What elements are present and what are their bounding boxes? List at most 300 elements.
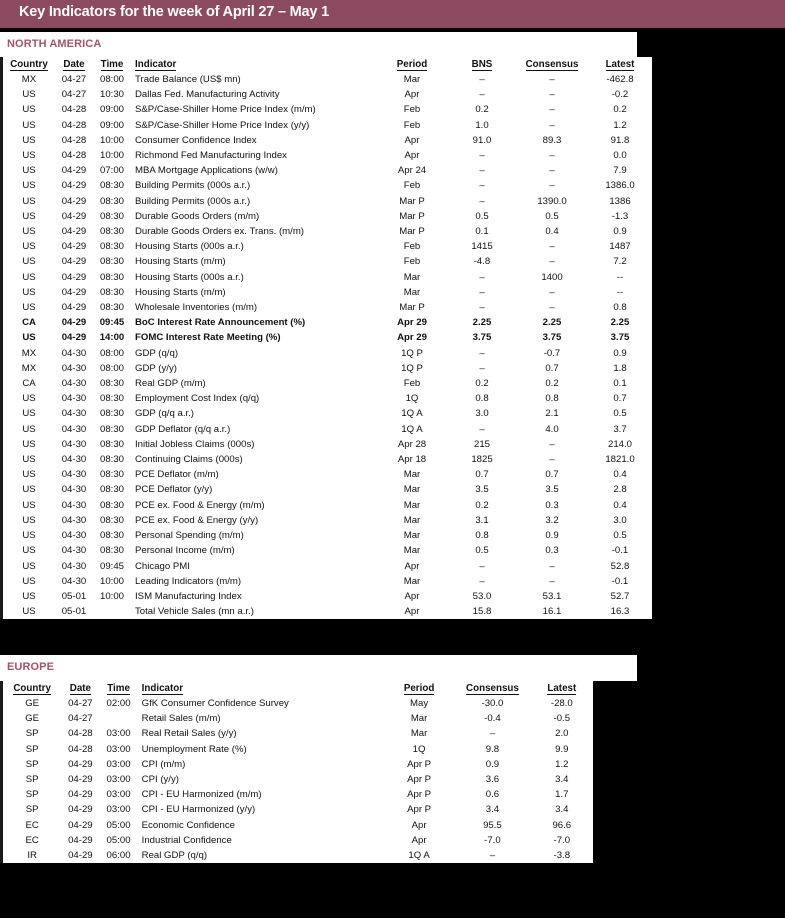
cell-date: 04-30 (61, 545, 87, 557)
cell-latest: 0.5 (613, 408, 627, 420)
cell-country: US (22, 134, 36, 146)
cell-consensus: – (549, 575, 555, 587)
table-row (3, 528, 652, 543)
cell-country: SP (25, 743, 39, 755)
cell-date: 04-27 (68, 713, 93, 725)
cell-indicator: Industrial Confidence (141, 834, 232, 846)
cell-time: 08:30 (99, 378, 124, 390)
cell-time: 09:00 (99, 104, 124, 116)
cell-latest: 1386 (609, 195, 631, 207)
cell-indicator: S&P/Case-Shiller Home Price Index (m/m) (135, 104, 316, 116)
cell-date: 04-29 (61, 271, 87, 283)
cell-consensus: – (549, 165, 555, 177)
column-header-country: Country (10, 59, 48, 70)
cell-latest: 91.8 (610, 134, 630, 146)
cell-period: Feb (403, 119, 421, 131)
cell-latest: 3.4 (555, 774, 569, 786)
cell-time: 08:30 (99, 469, 124, 481)
cell-bns: 1415 (471, 241, 493, 253)
table-row (3, 148, 652, 163)
table-row (3, 757, 593, 772)
table-row (3, 726, 593, 741)
cell-latest: 0.0 (613, 150, 627, 162)
cell-time: 08:30 (99, 286, 124, 298)
table-row (3, 209, 652, 224)
table-row (3, 224, 652, 239)
cell-country: US (22, 408, 36, 420)
cell-country: US (22, 271, 36, 283)
cell-period: Mar (403, 499, 421, 511)
cell-consensus: -0.7 (543, 347, 561, 359)
table-row (3, 285, 652, 300)
cell-consensus: – (549, 286, 555, 298)
table-row (3, 802, 593, 817)
cell-latest: 1.2 (555, 758, 569, 770)
table-row (3, 300, 652, 315)
cell-bns: – (479, 180, 485, 192)
cell-country: US (22, 119, 36, 131)
cell-date: 04-30 (61, 575, 87, 587)
cell-bns: 0.8 (475, 530, 489, 542)
cell-latest: 1386.0 (605, 180, 635, 192)
cell-time: 03:00 (106, 789, 131, 801)
table-row (3, 772, 593, 787)
cell-latest: 96.6 (552, 819, 572, 831)
section-title-north-america: NORTH AMERICA (7, 38, 102, 50)
table-row (3, 452, 652, 467)
cell-consensus: 2.25 (542, 317, 562, 329)
cell-consensus: 3.6 (485, 774, 500, 786)
cell-indicator: Real GDP (q/q) (141, 850, 208, 862)
cell-country: SP (25, 728, 39, 740)
cell-time: 10:30 (99, 89, 124, 101)
cell-date: 04-28 (61, 150, 87, 162)
cell-country: US (22, 226, 36, 238)
cell-time (93, 604, 131, 619)
table-row (3, 391, 652, 406)
cell-date: 04-29 (61, 286, 87, 298)
cell-country: US (22, 195, 36, 207)
cell-country: US (22, 454, 36, 466)
cell-bns: – (479, 165, 485, 177)
cell-bns: – (479, 271, 485, 283)
table-row (3, 818, 593, 833)
table-wrap-europe (0, 681, 593, 863)
cell-bns: 0.2 (475, 499, 489, 511)
cell-consensus: 0.8 (545, 393, 559, 405)
cell-latest: 1487 (609, 241, 631, 253)
cell-date: 04-29 (61, 195, 87, 207)
cell-date: 04-28 (68, 743, 93, 755)
cell-consensus: 1390.0 (537, 195, 567, 207)
cell-consensus: – (549, 119, 555, 131)
table-wrap-north-america (0, 57, 652, 619)
table-row (3, 102, 652, 117)
cell-time: 05:00 (106, 834, 131, 846)
cell-indicator: PCE Deflator (m/m) (135, 469, 219, 481)
cell-country: US (22, 499, 36, 511)
table-row (3, 118, 652, 133)
cell-date: 04-30 (61, 423, 87, 435)
cell-period: Apr (411, 834, 427, 846)
cell-date: 04-29 (68, 819, 93, 831)
cell-time: 08:30 (99, 226, 124, 238)
section-europe (0, 655, 637, 863)
cell-indicator: Economic Confidence (141, 819, 235, 831)
column-header-consensus: Consensus (525, 59, 579, 70)
cell-consensus: 0.3 (545, 499, 559, 511)
cell-period: Mar (410, 728, 428, 740)
table-row (3, 270, 652, 285)
table-row (3, 498, 652, 513)
table-header-row (3, 681, 593, 696)
table-row (3, 513, 652, 528)
cell-latest: 7.2 (613, 256, 627, 268)
cell-consensus: – (549, 438, 555, 450)
cell-bns: – (479, 575, 485, 587)
cell-consensus: 4.0 (545, 423, 559, 435)
cell-indicator: CPI (m/m) (141, 758, 186, 770)
table-row (3, 559, 652, 574)
cell-country: US (22, 256, 36, 268)
cell-date: 04-30 (61, 499, 87, 511)
cell-latest: 0.2 (613, 104, 627, 116)
cell-latest: 3.75 (610, 332, 630, 344)
column-header-latest: Latest (547, 683, 577, 694)
cell-consensus: 3.75 (542, 332, 562, 344)
cell-latest: 0.1 (613, 378, 627, 390)
cell-country: SP (25, 804, 39, 816)
cell-consensus: – (549, 302, 555, 314)
cell-indicator: Chicago PMI (135, 560, 190, 572)
cell-period: Mar P (399, 226, 425, 238)
cell-country: US (22, 286, 36, 298)
cell-bns: 0.7 (475, 469, 489, 481)
cell-period: 1Q A (408, 850, 430, 862)
cell-date: 04-30 (61, 438, 87, 450)
cell-period: 1Q A (401, 408, 423, 420)
cell-period: Apr (404, 150, 420, 162)
cell-period: Apr (404, 606, 420, 618)
cell-date: 05-01 (61, 590, 87, 602)
cell-consensus: -7.0 (484, 834, 501, 846)
cell-period: Feb (403, 104, 421, 116)
table-row (3, 543, 652, 558)
cell-latest: 16.3 (610, 606, 630, 618)
cell-bns: 0.5 (475, 545, 489, 557)
cell-time: 08:30 (99, 271, 124, 283)
cell-time: 08:30 (99, 256, 124, 268)
cell-period: 1Q (405, 393, 419, 405)
cell-time: 08:30 (99, 530, 124, 542)
cell-period: Apr 29 (397, 317, 427, 329)
table-row (3, 330, 652, 345)
cell-latest: 3.4 (555, 804, 569, 816)
cell-consensus: 89.3 (542, 134, 562, 146)
table-row (3, 376, 652, 391)
cell-indicator: Consumer Confidence Index (135, 134, 257, 146)
cell-period: 1Q P (401, 362, 423, 374)
cell-period: Apr (404, 590, 420, 602)
cell-latest: 0.7 (613, 393, 627, 405)
cell-period: Mar (403, 514, 421, 526)
cell-consensus: 0.9 (485, 758, 500, 770)
table-row (3, 406, 652, 421)
cell-time: 08:30 (99, 499, 124, 511)
table-row (3, 194, 652, 209)
cell-period: Feb (403, 241, 421, 253)
cell-consensus: – (549, 180, 555, 192)
cell-indicator: Unemployment Rate (%) (141, 743, 247, 755)
table-row (3, 361, 652, 376)
cell-country: US (22, 165, 36, 177)
cell-consensus: 0.6 (485, 789, 500, 801)
indicators-table-north-america (3, 57, 652, 619)
cell-time: 08:30 (99, 545, 124, 557)
cell-indicator: Continuing Claims (000s) (135, 454, 243, 466)
cell-period: Apr 29 (397, 332, 427, 344)
cell-date: 04-30 (61, 393, 87, 405)
cell-bns: 53.0 (472, 590, 492, 602)
cell-time: 03:00 (106, 774, 131, 786)
cell-latest: -28.0 (550, 698, 573, 709)
cell-date: 04-29 (61, 332, 87, 344)
cell-country: US (22, 104, 36, 116)
cell-period: Feb (403, 180, 421, 192)
cell-country: US (22, 590, 36, 602)
cell-indicator: Employment Cost Index (q/q) (135, 393, 260, 405)
cell-indicator: CPI - EU Harmonized (m/m) (141, 789, 262, 801)
cell-period: Apr P (407, 774, 432, 786)
table-row (3, 787, 593, 802)
cell-bns: 0.2 (475, 378, 489, 390)
cell-country: GE (25, 713, 40, 725)
cell-latest: 2.25 (610, 317, 630, 329)
cell-latest: 1.8 (613, 362, 627, 374)
cell-consensus: 3.2 (545, 514, 559, 526)
cell-period: Apr 24 (397, 165, 427, 177)
cell-time: 02:00 (106, 698, 131, 709)
cell-date: 04-29 (61, 180, 87, 192)
cell-latest: 52.7 (610, 590, 630, 602)
cell-period: Apr (411, 819, 427, 831)
cell-consensus: – (549, 560, 555, 572)
cell-period: Mar (403, 286, 421, 298)
cell-consensus: 9.8 (485, 743, 500, 755)
column-header-date: Date (63, 59, 85, 70)
cell-country: US (22, 545, 36, 557)
cell-bns: – (479, 74, 485, 85)
cell-latest: -0.1 (611, 545, 629, 557)
cell-period: Apr 28 (397, 438, 427, 450)
table-row (3, 589, 652, 604)
cell-consensus: – (549, 150, 555, 162)
cell-consensus: – (489, 850, 496, 862)
cell-time: 03:00 (106, 758, 131, 770)
cell-bns: – (479, 195, 485, 207)
cell-consensus: – (549, 104, 555, 116)
table-row (3, 742, 593, 757)
cell-country: MX (21, 347, 37, 359)
cell-time (99, 711, 137, 726)
cell-indicator: PCE ex. Food & Energy (y/y) (135, 514, 259, 526)
table-head-europe (3, 681, 593, 696)
cell-latest: -- (616, 286, 624, 298)
cell-bns: – (479, 302, 485, 314)
column-header-country: Country (13, 683, 51, 694)
cell-period: Apr (404, 134, 420, 146)
cell-bns: – (479, 347, 485, 359)
cell-time: 05:00 (106, 819, 131, 831)
cell-period: Apr P (407, 804, 432, 816)
table-row (3, 239, 652, 254)
cell-latest: 52.8 (610, 560, 630, 572)
cell-date: 04-28 (61, 119, 87, 131)
cell-consensus: – (489, 728, 496, 740)
cell-indicator: GDP (q/q a.r.) (135, 408, 195, 420)
cell-date: 04-29 (68, 774, 93, 786)
table-row (3, 87, 652, 102)
cell-bns: 1825 (471, 454, 493, 466)
cell-date: 04-28 (61, 104, 87, 116)
cell-time: 09:00 (99, 119, 124, 131)
cell-bns: – (479, 560, 485, 572)
cell-indicator: CPI - EU Harmonized (y/y) (141, 804, 256, 816)
cell-latest: -0.1 (611, 575, 629, 587)
cell-latest: -3.8 (553, 850, 571, 862)
cell-country: US (22, 469, 36, 481)
table-row (3, 482, 652, 497)
cell-period: Mar (403, 530, 421, 542)
column-header-consensus: Consensus (466, 683, 519, 694)
cell-latest: -7.0 (553, 834, 571, 846)
cell-indicator: S&P/Case-Shiller Home Price Index (y/y) (135, 119, 310, 131)
table-row (3, 604, 652, 619)
cell-date: 04-29 (68, 834, 93, 846)
cell-indicator: Housing Starts (m/m) (135, 286, 226, 298)
cell-indicator: FOMC Interest Rate Meeting (%) (135, 332, 281, 344)
cell-country: EC (25, 819, 39, 831)
cell-consensus: 0.7 (545, 469, 559, 481)
cell-indicator: Real Retail Sales (y/y) (141, 728, 237, 740)
cell-latest: -462.8 (606, 74, 634, 85)
cell-latest: 3.0 (613, 514, 627, 526)
cell-consensus: 16.1 (542, 606, 562, 618)
cell-latest: -1.3 (611, 210, 629, 222)
cell-time: 10:00 (99, 134, 124, 146)
cell-date: 04-29 (68, 789, 93, 801)
cell-indicator: Housing Starts (000s a.r.) (135, 271, 244, 283)
cell-indicator: Housing Starts (m/m) (135, 256, 226, 268)
cell-date: 05-01 (61, 606, 87, 618)
table-row (3, 422, 652, 437)
cell-date: 04-29 (61, 317, 87, 329)
cell-bns: 1.0 (475, 119, 489, 131)
cell-country: US (22, 560, 36, 572)
cell-country: US (22, 89, 36, 101)
cell-country: IR (27, 850, 37, 862)
cell-indicator: Personal Income (m/m) (135, 545, 235, 557)
cell-country: EC (25, 834, 39, 846)
cell-country: CA (22, 317, 36, 329)
cell-country: US (22, 514, 36, 526)
cell-consensus: 2.1 (545, 408, 559, 420)
cell-country: US (22, 241, 36, 253)
cell-date: 04-30 (61, 362, 87, 374)
indicators-table-europe (3, 681, 593, 863)
cell-country: US (22, 332, 36, 344)
cell-period: 1Q (412, 743, 426, 755)
table-row (3, 696, 593, 711)
cell-indicator: Total Vehicle Sales (mn a.r.) (135, 606, 254, 618)
page-title: Key Indicators for the week of April 27 – May 1 (19, 4, 329, 20)
column-header-date: Date (69, 683, 91, 694)
cell-date: 04-27 (61, 74, 87, 85)
cell-latest: -0.2 (611, 89, 629, 101)
cell-consensus: – (549, 256, 555, 268)
cell-period: Mar P (399, 210, 425, 222)
cell-date: 04-29 (61, 302, 87, 314)
cell-consensus: -30.0 (481, 698, 504, 709)
cell-indicator: Personal Spending (m/m) (135, 530, 244, 542)
cell-indicator: Richmond Fed Manufacturing Index (135, 150, 287, 162)
cell-latest: 2.8 (613, 484, 627, 496)
cell-country: GE (25, 698, 40, 709)
cell-bns: 0.2 (475, 104, 489, 116)
cell-time: 08:30 (99, 514, 124, 526)
cell-date: 04-30 (61, 514, 87, 526)
cell-consensus: 0.9 (545, 530, 559, 542)
column-header-period: Period (396, 59, 428, 70)
cell-time: 14:00 (99, 332, 125, 344)
cell-time: 03:00 (106, 728, 131, 740)
cell-date: 04-29 (61, 256, 87, 268)
table-body-europe (3, 696, 593, 863)
column-header-period: Period (403, 683, 435, 694)
cell-bns: 15.8 (472, 606, 492, 618)
cell-period: Mar (403, 575, 421, 587)
section-north-america (0, 32, 652, 619)
cell-bns: 3.1 (475, 514, 489, 526)
cell-latest: 7.9 (613, 165, 627, 177)
cell-consensus: 53.1 (542, 590, 562, 602)
cell-bns: -4.8 (473, 256, 491, 268)
cell-period: Apr (404, 89, 420, 101)
cell-country: CA (22, 378, 36, 390)
cell-bns: – (479, 89, 485, 101)
cell-country: US (22, 423, 36, 435)
cell-time: 07:00 (99, 165, 124, 177)
cell-time: 08:30 (99, 180, 124, 192)
section-header-north-america (0, 32, 637, 57)
table-row (3, 315, 652, 330)
column-header-indicator: Indicator (135, 59, 177, 70)
cell-period: Feb (403, 256, 421, 268)
table-row (3, 467, 652, 482)
cell-date: 04-30 (61, 560, 87, 572)
cell-date: 04-28 (68, 728, 93, 740)
cell-consensus: 0.2 (545, 378, 559, 390)
cell-consensus: 1400 (541, 271, 563, 283)
cell-date: 04-30 (61, 347, 87, 359)
cell-country: MX (21, 74, 37, 85)
cell-latest: 3.7 (613, 423, 627, 435)
cell-indicator: Wholesale Inventories (m/m) (135, 302, 258, 314)
table-body-north-america (3, 72, 652, 619)
cell-period: Mar (403, 469, 421, 481)
table-row (3, 163, 652, 178)
column-header-indicator: Indicator (141, 683, 184, 694)
